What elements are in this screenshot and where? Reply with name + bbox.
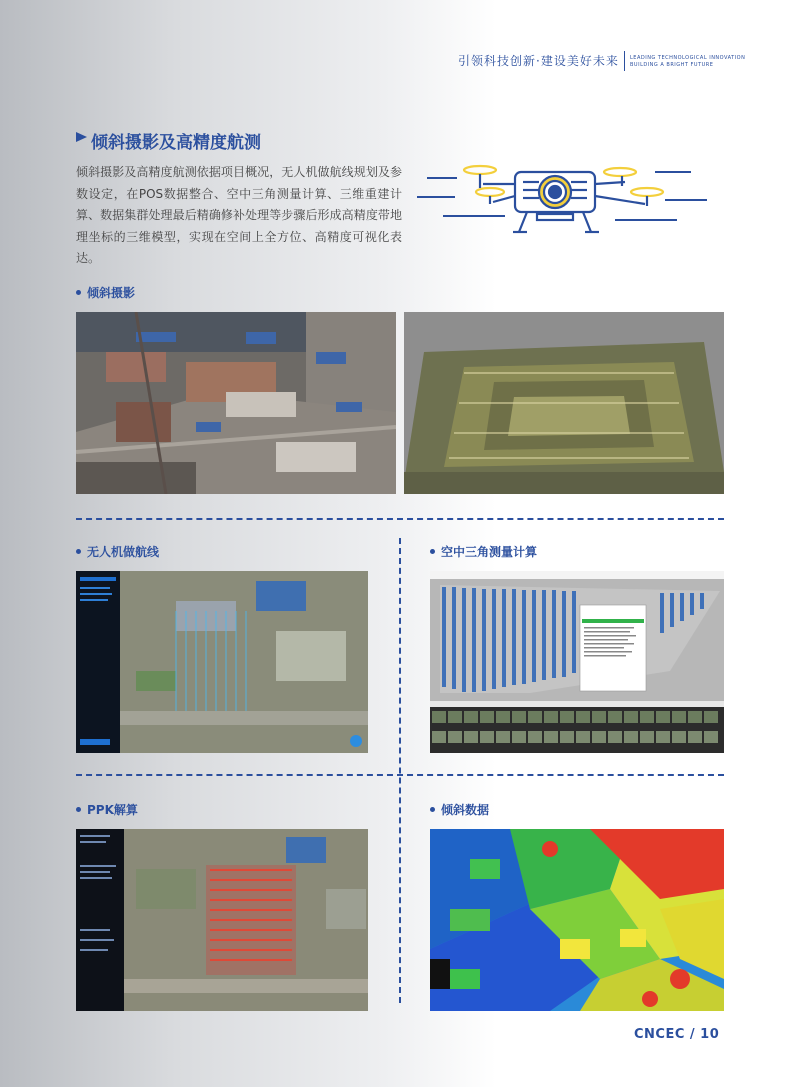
section-intro: 倾斜摄影及高精度航测依据项目概况，无人机做航线规划及参数设定，在POS数据整合、空中三角测量计算、三维重建计算、数据集群处理最后精确修补处理等步骤后形成高精度带地理坐标的三维模型，实现在空间上全方位、高精度可视化表达。 <box>76 165 402 265</box>
caption-oblique-photo: 倾斜摄影 <box>76 284 135 301</box>
ppk-screenshot <box>76 829 368 1011</box>
caption-uav-route: 无人机做航线 <box>76 543 159 560</box>
bullet-dot-icon <box>76 549 81 554</box>
header-slogan: 引领科技创新·建设美好未来 <box>458 54 619 68</box>
header-slogan-en <box>630 55 745 69</box>
point-cloud-render <box>404 312 724 494</box>
dashed-separator <box>76 518 724 520</box>
industrial-aerial-photo <box>76 312 396 494</box>
header-divider <box>624 51 625 71</box>
uav-route-screenshot <box>76 571 368 753</box>
dashed-separator-vertical <box>399 538 401 1003</box>
caption-aerotriangulation: 空中三角测量计算 <box>430 543 537 560</box>
bullet-dot-icon <box>76 807 81 812</box>
section-triangle-icon <box>76 132 87 142</box>
bullet-dot-icon <box>430 807 435 812</box>
caption-oblique-data: 倾斜数据 <box>430 801 489 818</box>
bullet-dot-icon <box>430 549 435 554</box>
drone-icon <box>415 150 715 245</box>
bullet-dot-icon <box>76 290 81 295</box>
dashed-separator <box>76 774 724 776</box>
header-slogan-en-line1: LEADING TECHNOLOGICAL INNOVATION <box>630 55 746 61</box>
section-title: 倾斜摄影及高精度航测 <box>91 133 261 153</box>
caption-ppk: PPK解算 <box>76 801 138 818</box>
oblique-elevation-map <box>430 829 724 1011</box>
aerotriangulation-screenshot <box>430 571 724 753</box>
header-slogan-en-line2: BUILDING A BRIGHT FUTURE <box>630 62 714 68</box>
page-number: CNCEC / 10 <box>634 1027 720 1042</box>
